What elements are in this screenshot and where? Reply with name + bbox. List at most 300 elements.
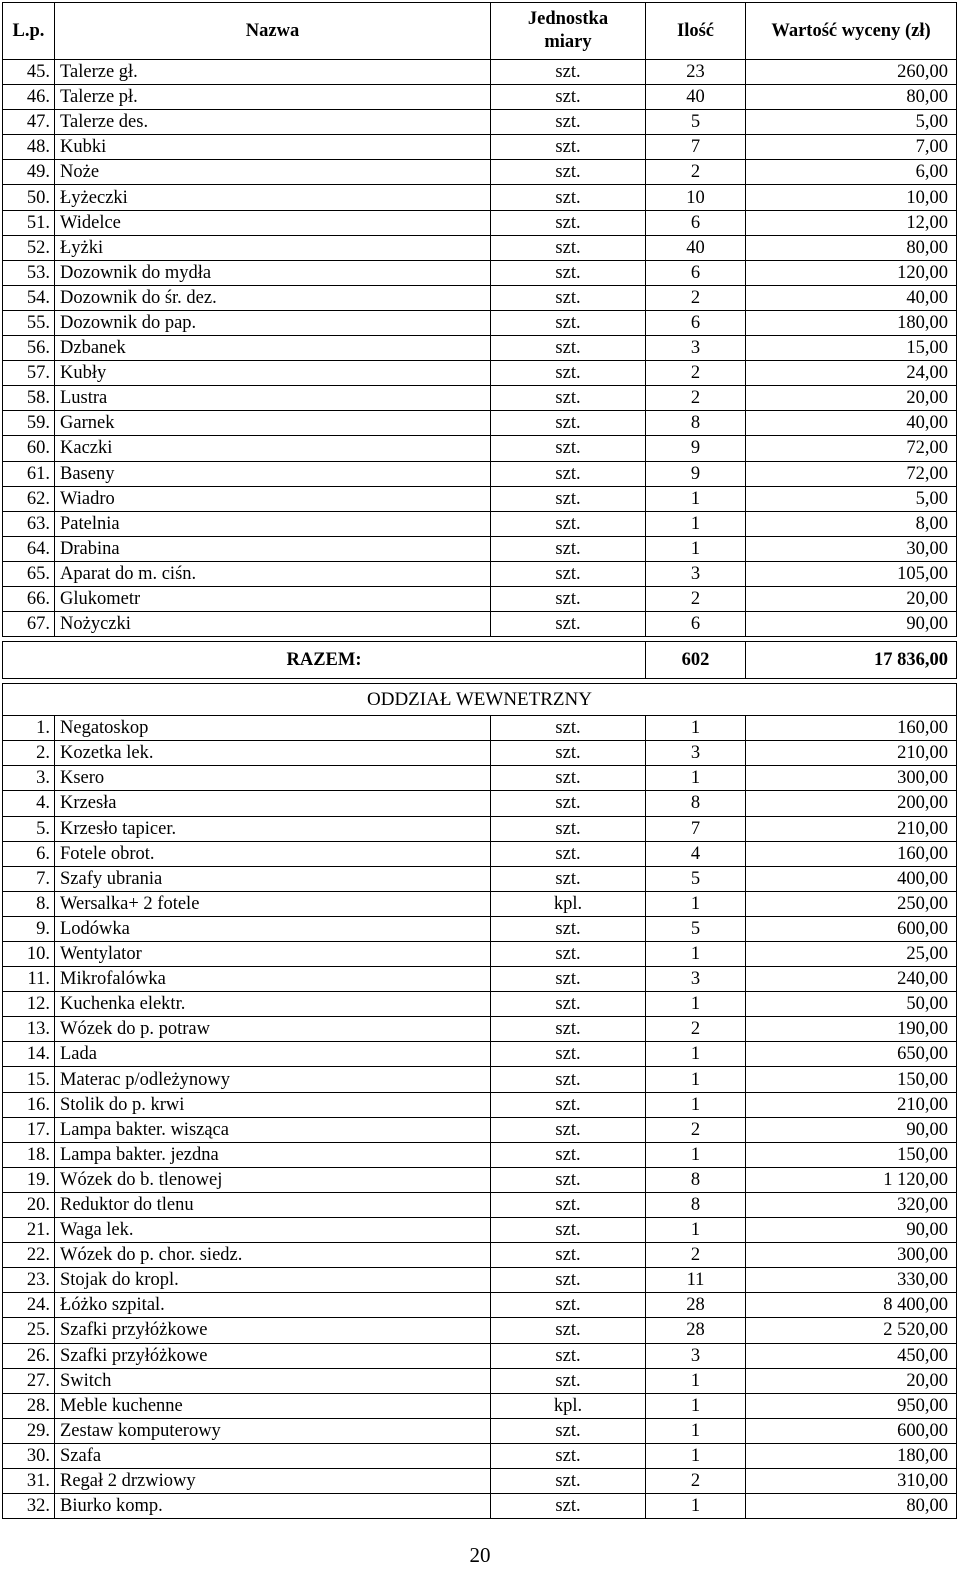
- table-row: [3, 185, 957, 210]
- row-number: 11.: [3, 967, 55, 992]
- item-qty: 3: [646, 1343, 746, 1368]
- item-name: Regał 2 drzwiowy: [55, 1468, 491, 1493]
- item-value: 330,00: [746, 1268, 957, 1293]
- item-unit: szt.: [491, 716, 646, 741]
- table-row: [3, 1418, 957, 1443]
- table-row: [3, 1443, 957, 1468]
- row-number: 16.: [3, 1092, 55, 1117]
- item-unit: szt.: [491, 967, 646, 992]
- item-name: Drabina: [55, 536, 491, 561]
- row-number: 13.: [3, 1017, 55, 1042]
- item-value: 250,00: [746, 891, 957, 916]
- item-value: 8,00: [746, 511, 957, 536]
- row-number: 14.: [3, 1042, 55, 1067]
- item-unit: szt.: [491, 1443, 646, 1468]
- item-name: Meble kuchenne: [55, 1393, 491, 1418]
- item-qty: 2: [646, 1117, 746, 1142]
- total-block: [3, 637, 957, 716]
- item-name: Stojak do kropl.: [55, 1268, 491, 1293]
- item-qty: 6: [646, 310, 746, 335]
- item-unit: szt.: [491, 386, 646, 411]
- table-row: [3, 461, 957, 486]
- item-qty: 8: [646, 1192, 746, 1217]
- item-unit: szt.: [491, 741, 646, 766]
- row-number: 10.: [3, 942, 55, 967]
- item-value: 8 400,00: [746, 1293, 957, 1318]
- item-name: Ksero: [55, 766, 491, 791]
- table-row: [3, 1268, 957, 1293]
- table-row: [3, 612, 957, 637]
- row-number: 53.: [3, 260, 55, 285]
- item-value: 20,00: [746, 586, 957, 611]
- item-unit: szt.: [491, 942, 646, 967]
- row-number: 8.: [3, 891, 55, 916]
- row-number: 22.: [3, 1243, 55, 1268]
- row-number: 52.: [3, 235, 55, 260]
- item-name: Szafy ubrania: [55, 866, 491, 891]
- item-value: 180,00: [746, 1443, 957, 1468]
- item-qty: 8: [646, 1167, 746, 1192]
- table-row: [3, 891, 957, 916]
- item-qty: 1: [646, 1393, 746, 1418]
- item-unit: szt.: [491, 361, 646, 386]
- row-number: 31.: [3, 1468, 55, 1493]
- header-unit: Jednostka miary: [491, 3, 646, 60]
- table-row: [3, 1142, 957, 1167]
- page-number: 20: [469, 1543, 491, 1567]
- row-number: 23.: [3, 1268, 55, 1293]
- table-row: [3, 1468, 957, 1493]
- item-name: Zestaw komputerowy: [55, 1418, 491, 1443]
- item-qty: 2: [646, 386, 746, 411]
- item-value: 450,00: [746, 1343, 957, 1368]
- header-row: [3, 3, 957, 60]
- item-value: 10,00: [746, 185, 957, 210]
- item-value: 200,00: [746, 791, 957, 816]
- item-unit: szt.: [491, 536, 646, 561]
- item-value: 120,00: [746, 260, 957, 285]
- item-name: Wózek do b. tlenowej: [55, 1167, 491, 1192]
- row-number: 12.: [3, 992, 55, 1017]
- table-row: [3, 1067, 957, 1092]
- table-row: [3, 816, 957, 841]
- table-row: [3, 336, 957, 361]
- table-row: [3, 210, 957, 235]
- item-value: 210,00: [746, 1092, 957, 1117]
- item-name: Baseny: [55, 461, 491, 486]
- item-value: 180,00: [746, 310, 957, 335]
- row-number: 32.: [3, 1494, 55, 1519]
- item-value: 72,00: [746, 461, 957, 486]
- table-row: [3, 1092, 957, 1117]
- item-value: 15,00: [746, 336, 957, 361]
- row-number: 3.: [3, 766, 55, 791]
- item-name: Kuchenka elektr.: [55, 992, 491, 1017]
- item-name: Kozetka lek.: [55, 741, 491, 766]
- item-name: Szafki przyłóżkowe: [55, 1318, 491, 1343]
- row-number: 45.: [3, 60, 55, 85]
- row-number: 67.: [3, 612, 55, 637]
- header-qty: Ilość: [646, 3, 746, 60]
- item-qty: 1: [646, 1494, 746, 1519]
- item-unit: kpl.: [491, 1393, 646, 1418]
- table-row: [3, 766, 957, 791]
- item-unit: szt.: [491, 336, 646, 361]
- item-unit: szt.: [491, 436, 646, 461]
- item-qty: 2: [646, 160, 746, 185]
- item-unit: szt.: [491, 110, 646, 135]
- item-qty: 1: [646, 992, 746, 1017]
- item-value: 40,00: [746, 285, 957, 310]
- item-name: Wentylator: [55, 942, 491, 967]
- item-unit: szt.: [491, 766, 646, 791]
- item-qty: 1: [646, 891, 746, 916]
- table-row: [3, 60, 957, 85]
- item-name: Szafa: [55, 1443, 491, 1468]
- row-number: 64.: [3, 536, 55, 561]
- item-unit: szt.: [491, 612, 646, 637]
- item-unit: szt.: [491, 561, 646, 586]
- item-unit: szt.: [491, 1017, 646, 1042]
- table-row: [3, 386, 957, 411]
- item-qty: 40: [646, 235, 746, 260]
- row-number: 47.: [3, 110, 55, 135]
- table-row: [3, 561, 957, 586]
- table-row: [3, 85, 957, 110]
- item-qty: 3: [646, 967, 746, 992]
- item-name: Talerze pł.: [55, 85, 491, 110]
- item-unit: szt.: [491, 1243, 646, 1268]
- item-name: Glukometr: [55, 586, 491, 611]
- item-unit: szt.: [491, 1192, 646, 1217]
- item-name: Mikrofalówka: [55, 967, 491, 992]
- item-value: 90,00: [746, 1117, 957, 1142]
- item-qty: 5: [646, 866, 746, 891]
- item-qty: 1: [646, 1443, 746, 1468]
- section-title: ODDZIAŁ WEWNETRZNY: [3, 684, 957, 716]
- item-name: Talerze gł.: [55, 60, 491, 85]
- item-name: Wózek do p. chor. siedz.: [55, 1243, 491, 1268]
- item-name: Lampa bakter. jezdna: [55, 1142, 491, 1167]
- total-row: [3, 642, 957, 679]
- item-unit: szt.: [491, 260, 646, 285]
- table-row: [3, 110, 957, 135]
- table-row: [3, 992, 957, 1017]
- item-value: 20,00: [746, 386, 957, 411]
- item-value: 90,00: [746, 612, 957, 637]
- row-number: 51.: [3, 210, 55, 235]
- row-number: 1.: [3, 716, 55, 741]
- table-row: [3, 841, 957, 866]
- row-number: 60.: [3, 436, 55, 461]
- row-number: 56.: [3, 336, 55, 361]
- item-qty: 3: [646, 336, 746, 361]
- item-qty: 3: [646, 561, 746, 586]
- item-unit: szt.: [491, 1368, 646, 1393]
- total-label: RAZEM:: [3, 642, 646, 679]
- item-value: 260,00: [746, 60, 957, 85]
- total-qty: 602: [646, 642, 746, 679]
- table-row: [3, 511, 957, 536]
- table-row: [3, 1192, 957, 1217]
- item-qty: 6: [646, 612, 746, 637]
- item-value: 7,00: [746, 135, 957, 160]
- item-qty: 1: [646, 536, 746, 561]
- table-row: [3, 310, 957, 335]
- item-unit: szt.: [491, 60, 646, 85]
- row-number: 46.: [3, 85, 55, 110]
- item-name: Biurko komp.: [55, 1494, 491, 1519]
- item-unit: szt.: [491, 185, 646, 210]
- row-number: 5.: [3, 816, 55, 841]
- total-value: 17 836,00: [746, 642, 957, 679]
- table-row: [3, 967, 957, 992]
- item-value: 600,00: [746, 916, 957, 941]
- row-number: 2.: [3, 741, 55, 766]
- item-unit: szt.: [491, 1167, 646, 1192]
- item-unit: szt.: [491, 1067, 646, 1092]
- item-unit: szt.: [491, 1318, 646, 1343]
- item-name: Noże: [55, 160, 491, 185]
- row-number: 4.: [3, 791, 55, 816]
- row-number: 24.: [3, 1293, 55, 1318]
- item-qty: 1: [646, 942, 746, 967]
- item-qty: 1: [646, 1368, 746, 1393]
- item-unit: szt.: [491, 1092, 646, 1117]
- item-name: Dozownik do pap.: [55, 310, 491, 335]
- item-name: Nożyczki: [55, 612, 491, 637]
- row-number: 54.: [3, 285, 55, 310]
- item-qty: 1: [646, 511, 746, 536]
- item-unit: szt.: [491, 310, 646, 335]
- item-unit: szt.: [491, 841, 646, 866]
- item-unit: szt.: [491, 210, 646, 235]
- table-row: [3, 411, 957, 436]
- table-row: [3, 361, 957, 386]
- item-unit: szt.: [491, 866, 646, 891]
- item-value: 300,00: [746, 766, 957, 791]
- item-name: Waga lek.: [55, 1218, 491, 1243]
- table-row: [3, 791, 957, 816]
- row-number: 15.: [3, 1067, 55, 1092]
- item-qty: 1: [646, 1218, 746, 1243]
- item-value: 80,00: [746, 235, 957, 260]
- row-number: 62.: [3, 486, 55, 511]
- table-row: [3, 1293, 957, 1318]
- item-name: Lada: [55, 1042, 491, 1067]
- item-qty: 2: [646, 586, 746, 611]
- item-name: Wiadro: [55, 486, 491, 511]
- table-row: [3, 135, 957, 160]
- item-unit: szt.: [491, 1343, 646, 1368]
- table-body-part1: [3, 60, 957, 637]
- item-qty: 7: [646, 816, 746, 841]
- table-row: [3, 260, 957, 285]
- table-row: [3, 1494, 957, 1519]
- row-number: 50.: [3, 185, 55, 210]
- row-number: 30.: [3, 1443, 55, 1468]
- item-qty: 2: [646, 285, 746, 310]
- item-value: 210,00: [746, 741, 957, 766]
- item-name: Lampa bakter. wisząca: [55, 1117, 491, 1142]
- table-row: [3, 1042, 957, 1067]
- item-name: Dzbanek: [55, 336, 491, 361]
- item-qty: 1: [646, 1092, 746, 1117]
- item-unit: szt.: [491, 1042, 646, 1067]
- row-number: 27.: [3, 1368, 55, 1393]
- item-name: Kubły: [55, 361, 491, 386]
- row-number: 7.: [3, 866, 55, 891]
- item-name: Łyżeczki: [55, 185, 491, 210]
- item-name: Łyżki: [55, 235, 491, 260]
- item-qty: 11: [646, 1268, 746, 1293]
- table-row: [3, 1368, 957, 1393]
- item-qty: 1: [646, 1067, 746, 1092]
- item-qty: 10: [646, 185, 746, 210]
- row-number: 55.: [3, 310, 55, 335]
- item-unit: szt.: [491, 1117, 646, 1142]
- item-value: 1 120,00: [746, 1167, 957, 1192]
- item-qty: 1: [646, 486, 746, 511]
- item-name: Wózek do p. potraw: [55, 1017, 491, 1042]
- row-number: 48.: [3, 135, 55, 160]
- item-name: Patelnia: [55, 511, 491, 536]
- item-unit: szt.: [491, 411, 646, 436]
- item-qty: 3: [646, 741, 746, 766]
- item-value: 160,00: [746, 841, 957, 866]
- row-number: 17.: [3, 1117, 55, 1142]
- item-value: 25,00: [746, 942, 957, 967]
- item-name: Kubki: [55, 135, 491, 160]
- item-qty: 4: [646, 841, 746, 866]
- item-name: Łóżko szpital.: [55, 1293, 491, 1318]
- row-number: 18.: [3, 1142, 55, 1167]
- item-value: 2 520,00: [746, 1318, 957, 1343]
- section-row: [3, 684, 957, 716]
- item-value: 50,00: [746, 992, 957, 1017]
- row-number: 61.: [3, 461, 55, 486]
- item-value: 80,00: [746, 85, 957, 110]
- table-row: [3, 741, 957, 766]
- item-unit: szt.: [491, 461, 646, 486]
- item-name: Aparat do m. ciśn.: [55, 561, 491, 586]
- row-number: 9.: [3, 916, 55, 941]
- item-unit: szt.: [491, 135, 646, 160]
- table-row: [3, 1218, 957, 1243]
- item-qty: 1: [646, 1042, 746, 1067]
- item-name: Szafki przyłóżkowe: [55, 1343, 491, 1368]
- item-value: 12,00: [746, 210, 957, 235]
- item-qty: 2: [646, 1017, 746, 1042]
- item-name: Lustra: [55, 386, 491, 411]
- header-lp: L.p.: [3, 3, 55, 60]
- item-value: 150,00: [746, 1067, 957, 1092]
- item-value: 40,00: [746, 411, 957, 436]
- item-unit: szt.: [491, 85, 646, 110]
- item-value: 72,00: [746, 436, 957, 461]
- table-row: [3, 1117, 957, 1142]
- item-qty: 8: [646, 791, 746, 816]
- row-number: 65.: [3, 561, 55, 586]
- table-row: [3, 866, 957, 891]
- item-unit: szt.: [491, 235, 646, 260]
- table-row: [3, 1318, 957, 1343]
- item-unit: szt.: [491, 586, 646, 611]
- header-value: Wartość wyceny (zł): [746, 3, 957, 60]
- row-number: 28.: [3, 1393, 55, 1418]
- row-number: 20.: [3, 1192, 55, 1217]
- item-unit: szt.: [491, 1142, 646, 1167]
- item-qty: 28: [646, 1293, 746, 1318]
- item-unit: szt.: [491, 791, 646, 816]
- row-number: 58.: [3, 386, 55, 411]
- table-row: [3, 436, 957, 461]
- item-qty: 2: [646, 1243, 746, 1268]
- item-value: 950,00: [746, 1393, 957, 1418]
- item-unit: szt.: [491, 816, 646, 841]
- item-qty: 5: [646, 110, 746, 135]
- item-name: Wersalka+ 2 fotele: [55, 891, 491, 916]
- item-value: 300,00: [746, 1243, 957, 1268]
- table-row: [3, 285, 957, 310]
- item-name: Lodówka: [55, 916, 491, 941]
- item-value: 310,00: [746, 1468, 957, 1493]
- item-value: 160,00: [746, 716, 957, 741]
- item-unit: szt.: [491, 1293, 646, 1318]
- table-row: [3, 1167, 957, 1192]
- table-row: [3, 160, 957, 185]
- item-name: Reduktor do tlenu: [55, 1192, 491, 1217]
- item-qty: 8: [646, 411, 746, 436]
- item-unit: szt.: [491, 992, 646, 1017]
- item-value: 90,00: [746, 1218, 957, 1243]
- row-number: 6.: [3, 841, 55, 866]
- item-unit: szt.: [491, 511, 646, 536]
- item-qty: 1: [646, 1142, 746, 1167]
- item-qty: 1: [646, 716, 746, 741]
- item-unit: szt.: [491, 160, 646, 185]
- row-number: 19.: [3, 1167, 55, 1192]
- table-row: [3, 1243, 957, 1268]
- item-value: 240,00: [746, 967, 957, 992]
- table-row: [3, 1393, 957, 1418]
- table-row: [3, 916, 957, 941]
- item-name: Talerze des.: [55, 110, 491, 135]
- item-value: 105,00: [746, 561, 957, 586]
- item-qty: 40: [646, 85, 746, 110]
- table-row: [3, 486, 957, 511]
- item-qty: 1: [646, 1418, 746, 1443]
- item-value: 5,00: [746, 110, 957, 135]
- table-body-part2: [3, 716, 957, 1519]
- item-qty: 9: [646, 461, 746, 486]
- item-qty: 1: [646, 766, 746, 791]
- item-unit: szt.: [491, 1268, 646, 1293]
- item-name: Krzesło tapicer.: [55, 816, 491, 841]
- item-value: 600,00: [746, 1418, 957, 1443]
- item-qty: 6: [646, 210, 746, 235]
- item-value: 320,00: [746, 1192, 957, 1217]
- item-value: 20,00: [746, 1368, 957, 1393]
- item-qty: 6: [646, 260, 746, 285]
- item-qty: 7: [646, 135, 746, 160]
- item-value: 80,00: [746, 1494, 957, 1519]
- item-value: 5,00: [746, 486, 957, 511]
- item-name: Dozownik do śr. dez.: [55, 285, 491, 310]
- item-value: 190,00: [746, 1017, 957, 1042]
- table-row: [3, 716, 957, 741]
- item-unit: szt.: [491, 486, 646, 511]
